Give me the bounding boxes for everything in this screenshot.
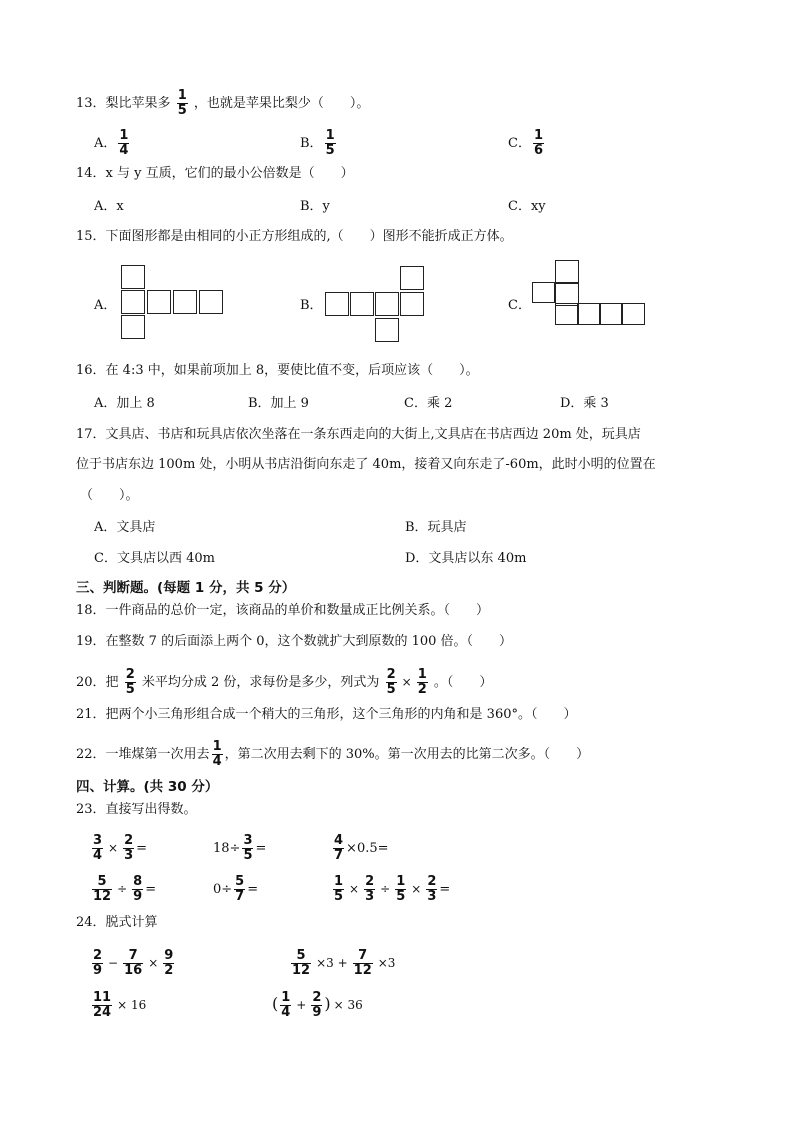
question-17-line2: 位于书店东边 100m 处，小明从书店沿街向东走了 40m，接着又向东走了-60m，此时小明的位置在	[76, 457, 656, 472]
question-16: 16．在 4:3 中，如果前项加上 8，要使比值不变，后项应该（ ）。	[76, 363, 479, 378]
calc-24-2: $\frac{5}{12}$ ×3 + $\frac{7}{12}$ ×3	[292, 948, 396, 978]
calc-23-4: $\frac{5}{12}$ ÷ $\frac{8}{9}$ =	[93, 874, 157, 904]
q16-option-b[interactable]: B．加上 9	[248, 396, 309, 411]
q17-option-d[interactable]: D．文具店以东 40m	[405, 551, 527, 566]
question-18: 18．一件商品的总价一定，该商品的单价和数量成正比例关系。（ ）	[76, 603, 490, 618]
q14-option-c[interactable]: C．xy	[508, 199, 546, 214]
q16-option-d[interactable]: D．乘 3	[560, 396, 609, 411]
section-4-heading: 四、计算。(共 30 分）	[76, 779, 219, 795]
question-17-line1: 17．文具店、书店和玩具店依次坐落在一条东西走向的大街上,文具店在书店西边 20m 处，玩具店	[76, 427, 641, 442]
question-13: 13．梨比苹果多 $\frac{1}{5}$ ，也就是苹果比梨少（ ）。	[76, 88, 370, 118]
question-23-title: 23．直接写出得数。	[76, 802, 197, 817]
section-3-heading: 三、判断题。(每题 1 分，共 5 分）	[76, 580, 296, 596]
q14-option-a[interactable]: A．x	[94, 199, 124, 214]
q17-option-a[interactable]: A．文具店	[94, 520, 156, 535]
question-17-line3: （ ）。	[80, 488, 139, 503]
q15-option-a[interactable]: A．	[94, 298, 117, 313]
q15-option-c[interactable]: C．	[508, 298, 531, 313]
calc-23-3: $\frac{4}{7}$ ×0.5=	[334, 833, 389, 863]
q13-option-c[interactable]: C． $\frac{1}{6}$	[508, 128, 543, 158]
calc-24-4: ( $\frac{1}{4}$ + $\frac{2}{9}$ ) × 36	[272, 990, 363, 1020]
question-15: 15．下面图形都是由相同的小正方形组成的,（ ）图形不能折成正方体。	[76, 229, 513, 244]
q14-option-b[interactable]: B．y	[300, 199, 330, 214]
calc-23-6: $\frac{1}{5}$ × $\frac{2}{3}$ ÷ $\frac{1}{5}$ × $\frac{2}{3}$ =	[334, 874, 451, 904]
question-14: 14．x 与 y 互质，它们的最小公倍数是（ ）	[76, 166, 354, 181]
question-20: 20．把 $\frac{2}{5}$ 米平均分成 2 份，求每份是多少，列式为 $\frac{2}{5}$ × $\frac{1}{2}$ 。（ ）	[76, 667, 493, 697]
q13-option-a[interactable]: A． $\frac{1}{4}$	[94, 128, 129, 158]
calc-23-1: $\frac{3}{4}$ × $\frac{2}{3}$ =	[93, 833, 148, 863]
q17-option-c[interactable]: C．文具店以西 40m	[94, 551, 215, 566]
q13-option-b[interactable]: B． $\frac{1}{5}$	[300, 128, 335, 158]
q16-option-a[interactable]: A．加上 8	[94, 396, 155, 411]
q16-option-c[interactable]: C．乘 2	[404, 396, 453, 411]
calc-24-1: $\frac{2}{9}$ − $\frac{7}{16}$ × $\frac{9}{2}$	[93, 948, 174, 978]
question-22: 22．一堆煤第一次用去 $\frac{1}{4}$ ，第二次用去剩下的 30%。第一次用去的比第二次多。（ ）	[76, 739, 590, 769]
q17-option-b[interactable]: B．玩具店	[405, 520, 467, 535]
calc-24-3: $\frac{11}{24}$ × 16	[93, 990, 147, 1020]
q15-option-b[interactable]: B．	[300, 298, 323, 313]
calc-23-2: 18÷ $\frac{3}{5}$ =	[213, 833, 267, 863]
question-24-title: 24．脱式计算	[76, 915, 158, 930]
question-19: 19．在整数 7 的后面添上两个 0，这个数就扩大到原数的 100 倍。（ ）	[76, 634, 513, 649]
fraction: $\frac{1}{5}$	[177, 88, 187, 118]
calc-23-5: 0÷ $\frac{5}{7}$ =	[213, 874, 259, 904]
question-21: 21．把两个小三角形组合成一个稍大的三角形，这个三角形的内角和是 360°。（ ）	[76, 707, 577, 722]
